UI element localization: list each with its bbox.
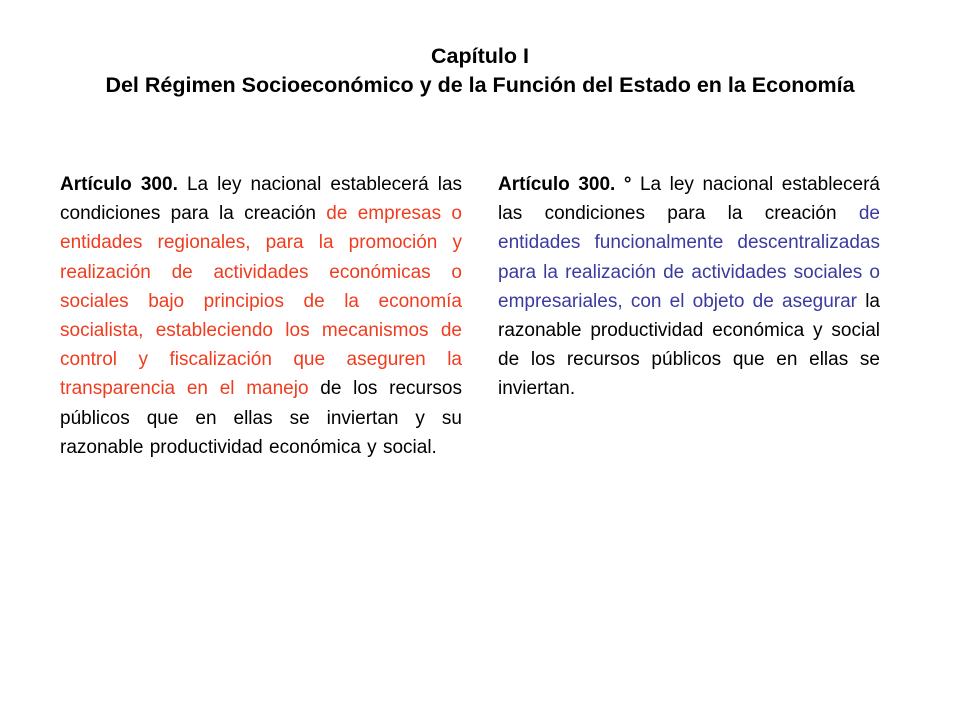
right-article xyxy=(498,170,880,404)
left-article xyxy=(60,170,462,462)
right-article-highlight: de entidades funcionalmente descentralizadas para la realización de actividades sociales o empresariales, con el objeto de asegurar xyxy=(498,203,880,312)
right-article-text-before: La ley nacional establecerá las condiciones para la creación xyxy=(498,174,881,225)
left-article-text-after: de los recursos públicos que en ellas se inviertan y su razonable productividad económica y social. xyxy=(60,378,462,458)
chapter-heading xyxy=(70,42,890,100)
chapter-subtitle: Del Régimen Socioeconómico y de la Función del Estado en la Economía xyxy=(105,73,855,97)
chapter-title: Capítulo I xyxy=(431,44,529,68)
left-article-text-before: La ley nacional establecerá las condiciones para la creación xyxy=(60,174,463,225)
left-article-label: Artículo 300. xyxy=(60,174,178,195)
left-article-highlight: de empresas o entidades regionales, para la promoción y realización de actividades económicas o sociales bajo principios de la economía socialista, estableciendo los mecanismos de control y fiscalización que aseguren la transparencia en el manejo xyxy=(60,203,463,400)
right-article-text-after: la razonable productividad económica y social de los recursos públicos que en ellas se inviertan. xyxy=(498,290,881,400)
right-article-label: Artículo 300. ° xyxy=(498,174,632,195)
